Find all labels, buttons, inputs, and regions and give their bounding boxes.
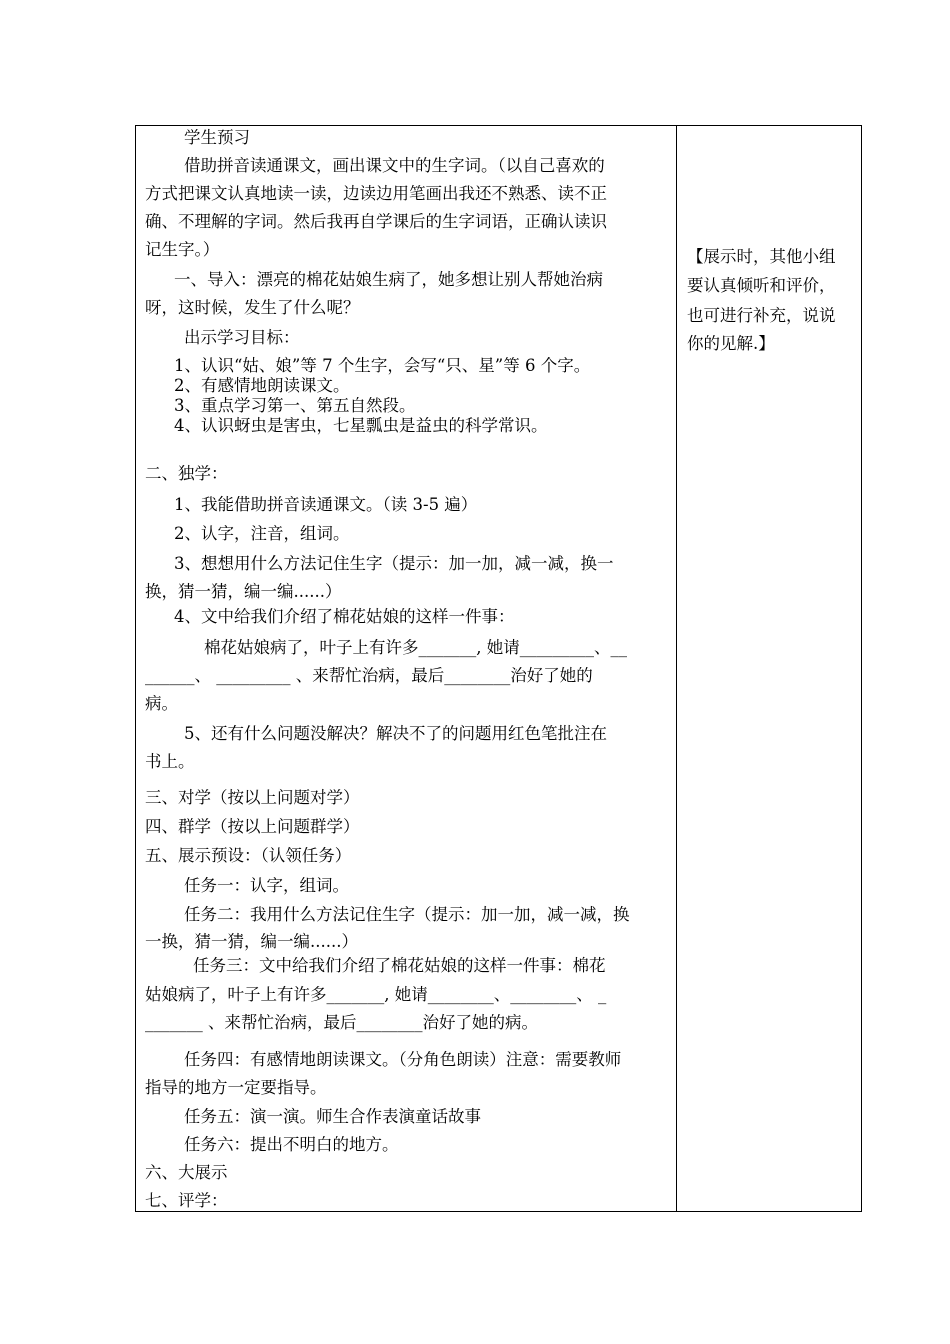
text-line: 任务四：有感情地朗读课文。（分角色朗读）注意：需要教师 bbox=[184, 1050, 622, 1069]
text-line: 2、有感情地朗读课文。 bbox=[174, 376, 350, 395]
note-line: 你的见解.】 bbox=[687, 334, 775, 353]
text-line: 六、大展示 bbox=[145, 1163, 228, 1182]
text-line: ______、 _________ 、来帮忙治病，最后________治好了她的 bbox=[145, 666, 593, 685]
text-line: 3、想想用什么方法记住生字（提示：加一加，减一减，换一 bbox=[174, 554, 614, 573]
text-line: 借助拼音读通课文，画出课文中的生字词。（以自己喜欢的 bbox=[184, 156, 605, 175]
text-line: 书上。 bbox=[145, 752, 195, 771]
lesson-plan-table bbox=[135, 125, 862, 1212]
text-line: 方式把课文认真地读一读，边读边用笔画出我还不熟悉、读不正 bbox=[145, 184, 607, 203]
text-line: 任务二：我用什么方法记住生字（提示：加一加，减一减，换 bbox=[184, 905, 630, 924]
text-line: 三、对学（按以上问题对学） bbox=[145, 788, 360, 807]
note-line: 要认真倾听和评价， bbox=[687, 276, 836, 295]
text-line: _______ 、来帮忙治病，最后________治好了她的病。 bbox=[145, 1013, 538, 1032]
text-line: 指导的地方一定要指导。 bbox=[145, 1078, 327, 1097]
text-line: 4、认识蚜虫是害虫，七星瓢虫是益虫的科学常识。 bbox=[174, 416, 548, 435]
text-line: 2、认字，注音，组词。 bbox=[174, 524, 350, 543]
text-line: 任务五：演一演。师生合作表演童话故事 bbox=[184, 1107, 481, 1126]
text-line: 1、认识“姑、娘”等 7 个生字，会写“只、星”等 6 个字。 bbox=[174, 356, 591, 375]
text-line: 3、重点学习第一、第五自然段。 bbox=[174, 396, 416, 415]
text-line: 七、评学： bbox=[145, 1191, 228, 1210]
text-line: 病。 bbox=[145, 694, 178, 713]
text-line: 换，猜一猜，编一编......） bbox=[145, 582, 342, 601]
text-line: 五、展示预设：（认领任务） bbox=[145, 846, 352, 865]
text-line: 姑娘病了，叶子上有许多_______, 她请________、________、 _ bbox=[145, 985, 607, 1004]
text-line: 确、不理解的字词。然后我再自学课后的生字词语，正确认读识 bbox=[145, 212, 607, 231]
text-line: 记生字。） bbox=[145, 240, 220, 259]
text-line: 5、还有什么问题没解决？解决不了的问题用红色笔批注在 bbox=[184, 724, 607, 743]
text-line: 任务六：提出不明白的地方。 bbox=[184, 1135, 399, 1154]
text-line: 二、独学： bbox=[145, 464, 228, 483]
note-line: 【展示时，其他小组 bbox=[687, 247, 836, 266]
text-line: 1、我能借助拼音读通课文。（读 3-5 遍） bbox=[174, 495, 478, 514]
text-line: 任务三：文中给我们介绍了棉花姑娘的这样一件事：棉花 bbox=[193, 956, 606, 975]
text-line: 一换，猜一猜，编一编......） bbox=[145, 932, 358, 951]
text-line: 棉花姑娘病了，叶子上有许多_______, 她请_________、__ bbox=[204, 638, 627, 657]
note-line: 也可进行补充，说说 bbox=[687, 306, 836, 325]
text-line: 学生预习 bbox=[184, 128, 250, 147]
text-line: 出示学习目标： bbox=[184, 328, 300, 347]
text-line: 4、文中给我们介绍了棉花姑娘的这样一件事： bbox=[174, 607, 515, 626]
notes-column bbox=[677, 126, 863, 1211]
main-content-column bbox=[136, 126, 676, 1211]
text-line: 任务一：认字，组词。 bbox=[184, 876, 349, 895]
text-line: 四、群学（按以上问题群学） bbox=[145, 817, 360, 836]
text-line: 呀，这时候，发生了什么呢？ bbox=[145, 298, 360, 317]
text-line: 一、导入：漂亮的棉花姑娘生病了，她多想让别人帮她治病 bbox=[174, 270, 603, 289]
